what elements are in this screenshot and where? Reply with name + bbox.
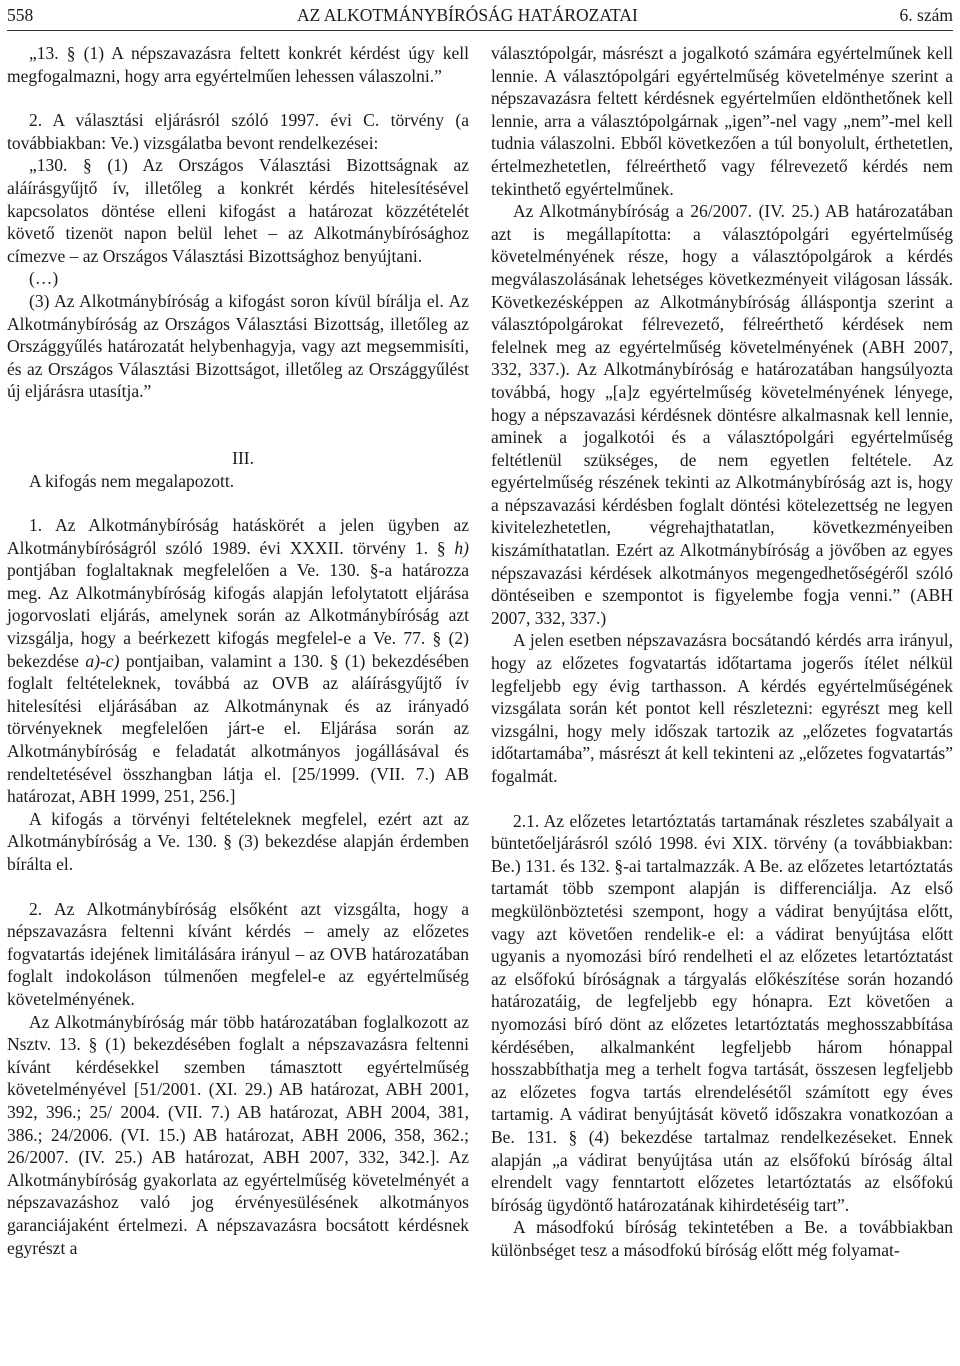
paragraph: A jelen esetben népszavazásra bocsátandó kérdés arra irányul, hogy az előzetes fogvatartás időtartama jogerős ítélet nélkül legfeljebb egy évig tarthasson. A kérdés egyértelműségének vizsgálata során két pontot kell részletezni: egyrészt meg kell vizsgálni, hogy mely időszak tartozik az „előzetes fogvatartás időtartamába”, másrészt át kell tekinteni az „előzetes fogvatartás” fogalmát.: [491, 630, 953, 786]
page-number: 558: [7, 5, 34, 25]
right-column: [491, 42, 953, 1261]
text-run: pontjában foglaltaknak megfelelően a Ve. 130. §-a határozza meg. Az Alkotmánybíróság kifogás alapján lefolytatott eljárása jogorvoslati eljárás, amelynek során az Alkotmánybíróság azt vizsgálja, hogy a beérkezett kifogás megfelel-e a Ve. 77. § (2) bekezdése: [7, 560, 469, 671]
page-header: [7, 4, 953, 28]
paragraph: Az Alkotmánybíróság a 26/2007. (IV. 25.) AB határozatában azt is megállapította: a választópolgári egyértelműség követelményének része, hogy a választópolgárok a kérdés megválaszolásának lehetséges következményeit világosan lássák. Következésképpen az Alkotmánybíróság álláspontja szerint a választópolgárokat félrevezető, félreérthető kérdések nem felelnek meg az egyértelműség követelményének (ABH 2007, 332, 337.). Az Alkotmánybíróság e határozatában hangsúlyozta továbbá, hogy „[a]z egyértelműség követelményének lényege, hogy a népszavazási kérdésnek döntésre alkalmasnak kell lennie, aminek a jogalkotói és a választópolgári egyértelműség feltétlenül szükséges, de nem egyetlen feltétele. Az egyértelműség részének tekinti az Alkotmánybíróság azt is, hogy a népszavazási kérdésben foglalt döntési kötelezettség ne legyen kivitelezhetetlen, végrehajthatatlan, következményeiben kiszámíthatatlan. Ezért az Alkotmánybíróság a jövőben az egyes népszavazási kérdések alkotmányos megengedhetőségéről szóló döntéseiben e szempontot is figyelembe fogja venni.” (ABH 2007, 332, 337.): [491, 201, 953, 628]
paragraph: A kifogás nem megalapozott.: [29, 470, 235, 491]
paragraph: A kifogás a törvényi feltételeknek megfelel, ezért azt az Alkotmánybíróság a Ve. 130. § (3) bekezdése alapján érdemben bírálta el.: [7, 808, 469, 874]
paragraph: 2.1. Az előzetes letartóztatás tartamának részletes szabályait a büntetőeljárásról szóló 1998. évi XIX. törvény (a továbbiakban: Be.) 131. és 132. §-ai tartalmazzák. A Be. az előzetes letartóztatás tartamát több szempont alapján is differenciálja. Az első megkülönböztetési szempont, hogy a vádirat benyújtása előtt, vagy azt követően rendelik-e el: a vádirat benyújtása előtt ugyanis a nyomozási bíró rendelheti el az előzetes letartóztatást az elsőfokú bíróságnak a tárgyalás előkészítése során hozandó határozatáig, de legfeljebb egy hónapra. Ezt követően a nyomozási bíró dönt az előzetes letartóztatás meghosszabbítása kérdésében, alkalmanként legfeljebb három hónappal hosszabbíthatja meg a terhelt fogva tartását, összesen legfeljebb az előzetes fogva tartás elrendelésétől számított egy éves tartamig. A vádirat benyújtását követő időszakra vonatkozóan a Be. 131. § (4) bekezdése tartalmaz rendelkezéseket. Ennek alapján „a vádirat benyújtása után az elsőfokú bíróság által elrendelt vagy fenntartott előzetes letartóztatás az elsőfokú bíróság ügydöntő határozatának kihirdetéséig tart”.: [491, 810, 953, 1215]
italic-run: a)-c): [85, 650, 120, 671]
left-column: [7, 42, 469, 1259]
header-rule: [7, 30, 953, 31]
text-run: pontjaiban, valamint a 130. § (1) bekezdésében foglalt feltételeknek, továbbá az OVB az aláírásgyűjtő ív hitelesítési eljárásában az Alkotmánynak és az irányadó törvényeknek megfelelően járt-e el. Eljárása során az Alkotmánybíróság e feladatát alkotmányos jogállásával és rendeltetésével összhangban látja el. [25/1999. (VII. 7.) AB határozat, ABH 1999, 251, 256.]: [7, 650, 469, 807]
paragraph: Az Alkotmánybíróság már több határozatában foglalkozott az Nsztv. 13. § (1) bekezdésében foglalt a népszavazásra feltenni kívánt kérdésekkel szemben támasztott egyértelműség követelményével [51/2001. (XI. 29.) AB határozat, ABH 2001, 392, 396.; 25/ 2004. (VII. 7.) AB határozat, ABH 2004, 381, 386.; 24/2006. (VI. 15.) AB határozat, ABH 2006, 358, 362.; 26/2007. (IV. 25.) AB határozat, ABH 2007, 332, 342.]. Az Alkotmánybíróság gyakorlata az egyértelműség követelményét a népszavazáshoz való jog érvényesülésének alkotmányos garanciájaként értelmezi. A népszavazásra bocsátott kérdésnek egyrészt a: [7, 1011, 469, 1258]
paragraph: (3) Az Alkotmánybíróság a kifogást soron kívül bírálja el. Az Alkotmánybíróság az Országos Választási Bizottság, illetőleg az Országgyűlés határozatát helybenhagyja, vagy azt megsemmisíti, és az Országos Választási Bizottságot, illetőleg az Országgyűlést új eljárásra utasítja.”: [7, 290, 469, 402]
section-heading: III.: [232, 447, 254, 468]
running-title: AZ ALKOTMÁNYBÍRÓSÁG HATÁROZATAI: [297, 5, 638, 25]
paragraph: [7, 514, 469, 808]
paragraph: 2. Az Alkotmánybíróság elsőként azt vizsgálta, hogy a népszavazásra feltenni kívánt kérdés – amely az előzetes fogvatartás idejének limitálására irányul – az OVB határozatában foglalt indokoláson túlmenően megfelel-e az egyértelműség követelményének.: [7, 898, 469, 1009]
paragraph: választópolgár, másrészt a jogalkotó számára egyértelműnek kell lennie. A választópolgári egyértelműség követelménye szerint a népszavazásra feltett kérdésnek egyértelműen eldönthetőnek kell lennie, arra a választópolgárnak „igen”-nel vagy „nem”-mel kell tudnia válaszolni. Ebből következően a túl bonyolult, érthetetlen, értelmezhetetlen, félreérthető vagy félrevezető kérdés nem tekinthető egyértelműnek.: [491, 43, 953, 199]
italic-run: h): [454, 537, 469, 558]
issue-number: 6. szám: [899, 5, 953, 25]
text-run: 1. Az Alkotmánybíróság hatáskörét a jelen ügyben az Alkotmánybíróságról szóló 1989. évi XXXII. törvény 1. §: [7, 515, 469, 558]
paragraph: A másodfokú bíróság tekintetében a Be. a továbbiakban különbséget tesz a másodfokú bíróság előtt még folyamat-: [491, 1217, 953, 1260]
paragraph: 2. A választási eljárásról szóló 1997. évi C. törvény (a továbbiakban: Ve.) vizsgálatba bevont rendelkezései:: [7, 110, 469, 153]
paragraph: „130. § (1) Az Országos Választási Bizottságnak az aláírásgyűjtő ív, illetőleg a konkrét kérdés hitelesítésével kapcsolatos döntése elleni kifogást a határozat közzétételét követő tizenöt napon belül lehet – az Alkotmánybírósághoz címezve – az Országos Választási Bizottsághoz benyújtani.: [7, 155, 469, 266]
paragraph: „13. § (1) A népszavazásra feltett konkrét kérdést úgy kell megfogalmazni, hogy arra egyértelműen lehessen válaszolni.”: [7, 43, 469, 86]
paragraph: (…): [29, 268, 59, 289]
